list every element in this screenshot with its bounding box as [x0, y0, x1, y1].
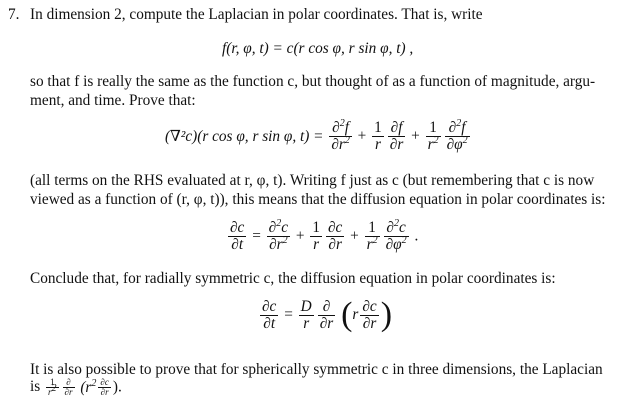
inline-r2-dc-dr: ($r^2$: [80, 377, 97, 396]
paragraph-1-line-1: so that f is really the same as the function c, but thought of as a function of magnitude, argu-: [30, 73, 596, 90]
term-df-dr: $\frac{\partial f}{\partial r}$: [389, 119, 404, 153]
paragraph-1-line-2: ment, and time. Prove that:: [30, 92, 196, 109]
term-1-over-r: $\frac{1}{r}$: [374, 119, 382, 153]
term-dc-dr-b: $\frac{\partial c}{\partial r}$: [362, 297, 377, 332]
term-d2c-dphi2: $\frac{\partial^2c}{\partial\varphi^2}$: [385, 217, 407, 253]
term-d2f-dphi2: $\frac{\partial^2f}{\partial\varphi^2}$: [446, 117, 468, 153]
paragraph-4-line-1: It is also possible to prove that for spherically symmetric c in three dimensions, the Laplacian: [30, 361, 603, 378]
inline-d-dr: $\frac{\partial}{\partial r}$: [64, 377, 73, 397]
problem-number: 7.: [8, 6, 20, 23]
term-dc-dr: $\frac{\partial c}{\partial r}$: [327, 219, 343, 253]
right-paren: ): [380, 296, 393, 333]
paragraph-2-line-2: viewed as a function of (r, φ, t)), this means that the diffusion equation in polar coordinates is:: [30, 191, 606, 208]
inline-1-over-r2: $\frac{1}{r^2}$: [48, 377, 57, 397]
paragraph-2-line-1: (all terms on the RHS evaluated at r, φ, t). Writing f just as c (but remembering that c is now: [30, 172, 595, 189]
paragraph-4-prefix: is: [30, 378, 41, 396]
term-d-dr: $\frac{\partial}{\partial r}$: [319, 297, 334, 332]
term-1-over-r2: $\frac{1}{r^2}$: [427, 119, 439, 153]
term-d2f-dr2: $\frac{\partial^2f}{\partial r^2}$: [331, 117, 350, 153]
equation-f-definition: f(r, φ, t) = c(r cos φ, r sin φ, t) ,: [222, 40, 414, 57]
term-1-over-r2-b: $\frac{1}{r^2}$: [366, 219, 378, 253]
term-1-over-r-b: $\frac{1}{r}$: [312, 219, 320, 253]
paragraph-4-line-2: is $\frac{1}{r^2}$ $\frac{\partial}{\partial r}$ ($r^2$ $\frac{\partial c}{\partial r}$ ).: [30, 377, 122, 397]
equation-diffusion-polar: $\frac{\partial c}{\partial t}$ = $\frac{\partial^2c}{\partial r^2}$ + $\frac{1}{r}$ $\frac{\partial c}{\partial r}$ + $\frac{1}{r^2}$ $\frac{\partial^2c}{\partial\varphi^2}$ .: [230, 217, 419, 253]
term-D-over-r: $\frac{D}{r}$: [300, 297, 312, 332]
equation-radial-diffusion: $\frac{\partial c}{\partial t}$ = $\frac{D}{r}$ $\frac{\partial}{\partial r}$ (r $\frac{\partial c}{\partial r}$ ): [262, 296, 393, 333]
inline-dc-dr: $\frac{\partial c}{\partial r}$: [100, 377, 109, 397]
term-dc-dt-b: $\frac{\partial c}{\partial t}$: [262, 297, 277, 332]
left-paren: (: [341, 296, 353, 333]
paragraph-3: Conclude that, for radially symmetric c, the diffusion equation in polar coordinates is:: [30, 270, 556, 287]
equation-laplacian-polar: (∇²c)(r cos φ, r sin φ, t) = $\frac{\partial^2f}{\partial r^2}$ + $\frac{1}{r}$ $\frac{\partial f}{\partial r}$ + $\frac{1}{r^2}$ $\frac{\partial^2f}{\partial\varphi^2}$: [165, 117, 468, 153]
problem-intro: In dimension 2, compute the Laplacian in polar coordinates. That is, write: [30, 6, 483, 23]
laplacian-lhs: (∇²c)(r cos φ, r sin φ, t) =: [165, 128, 324, 145]
term-d2c-dr2: $\frac{\partial^2c}{\partial r^2}$: [268, 217, 289, 253]
term-dc-dt: $\frac{\partial c}{\partial t}$: [230, 219, 245, 253]
